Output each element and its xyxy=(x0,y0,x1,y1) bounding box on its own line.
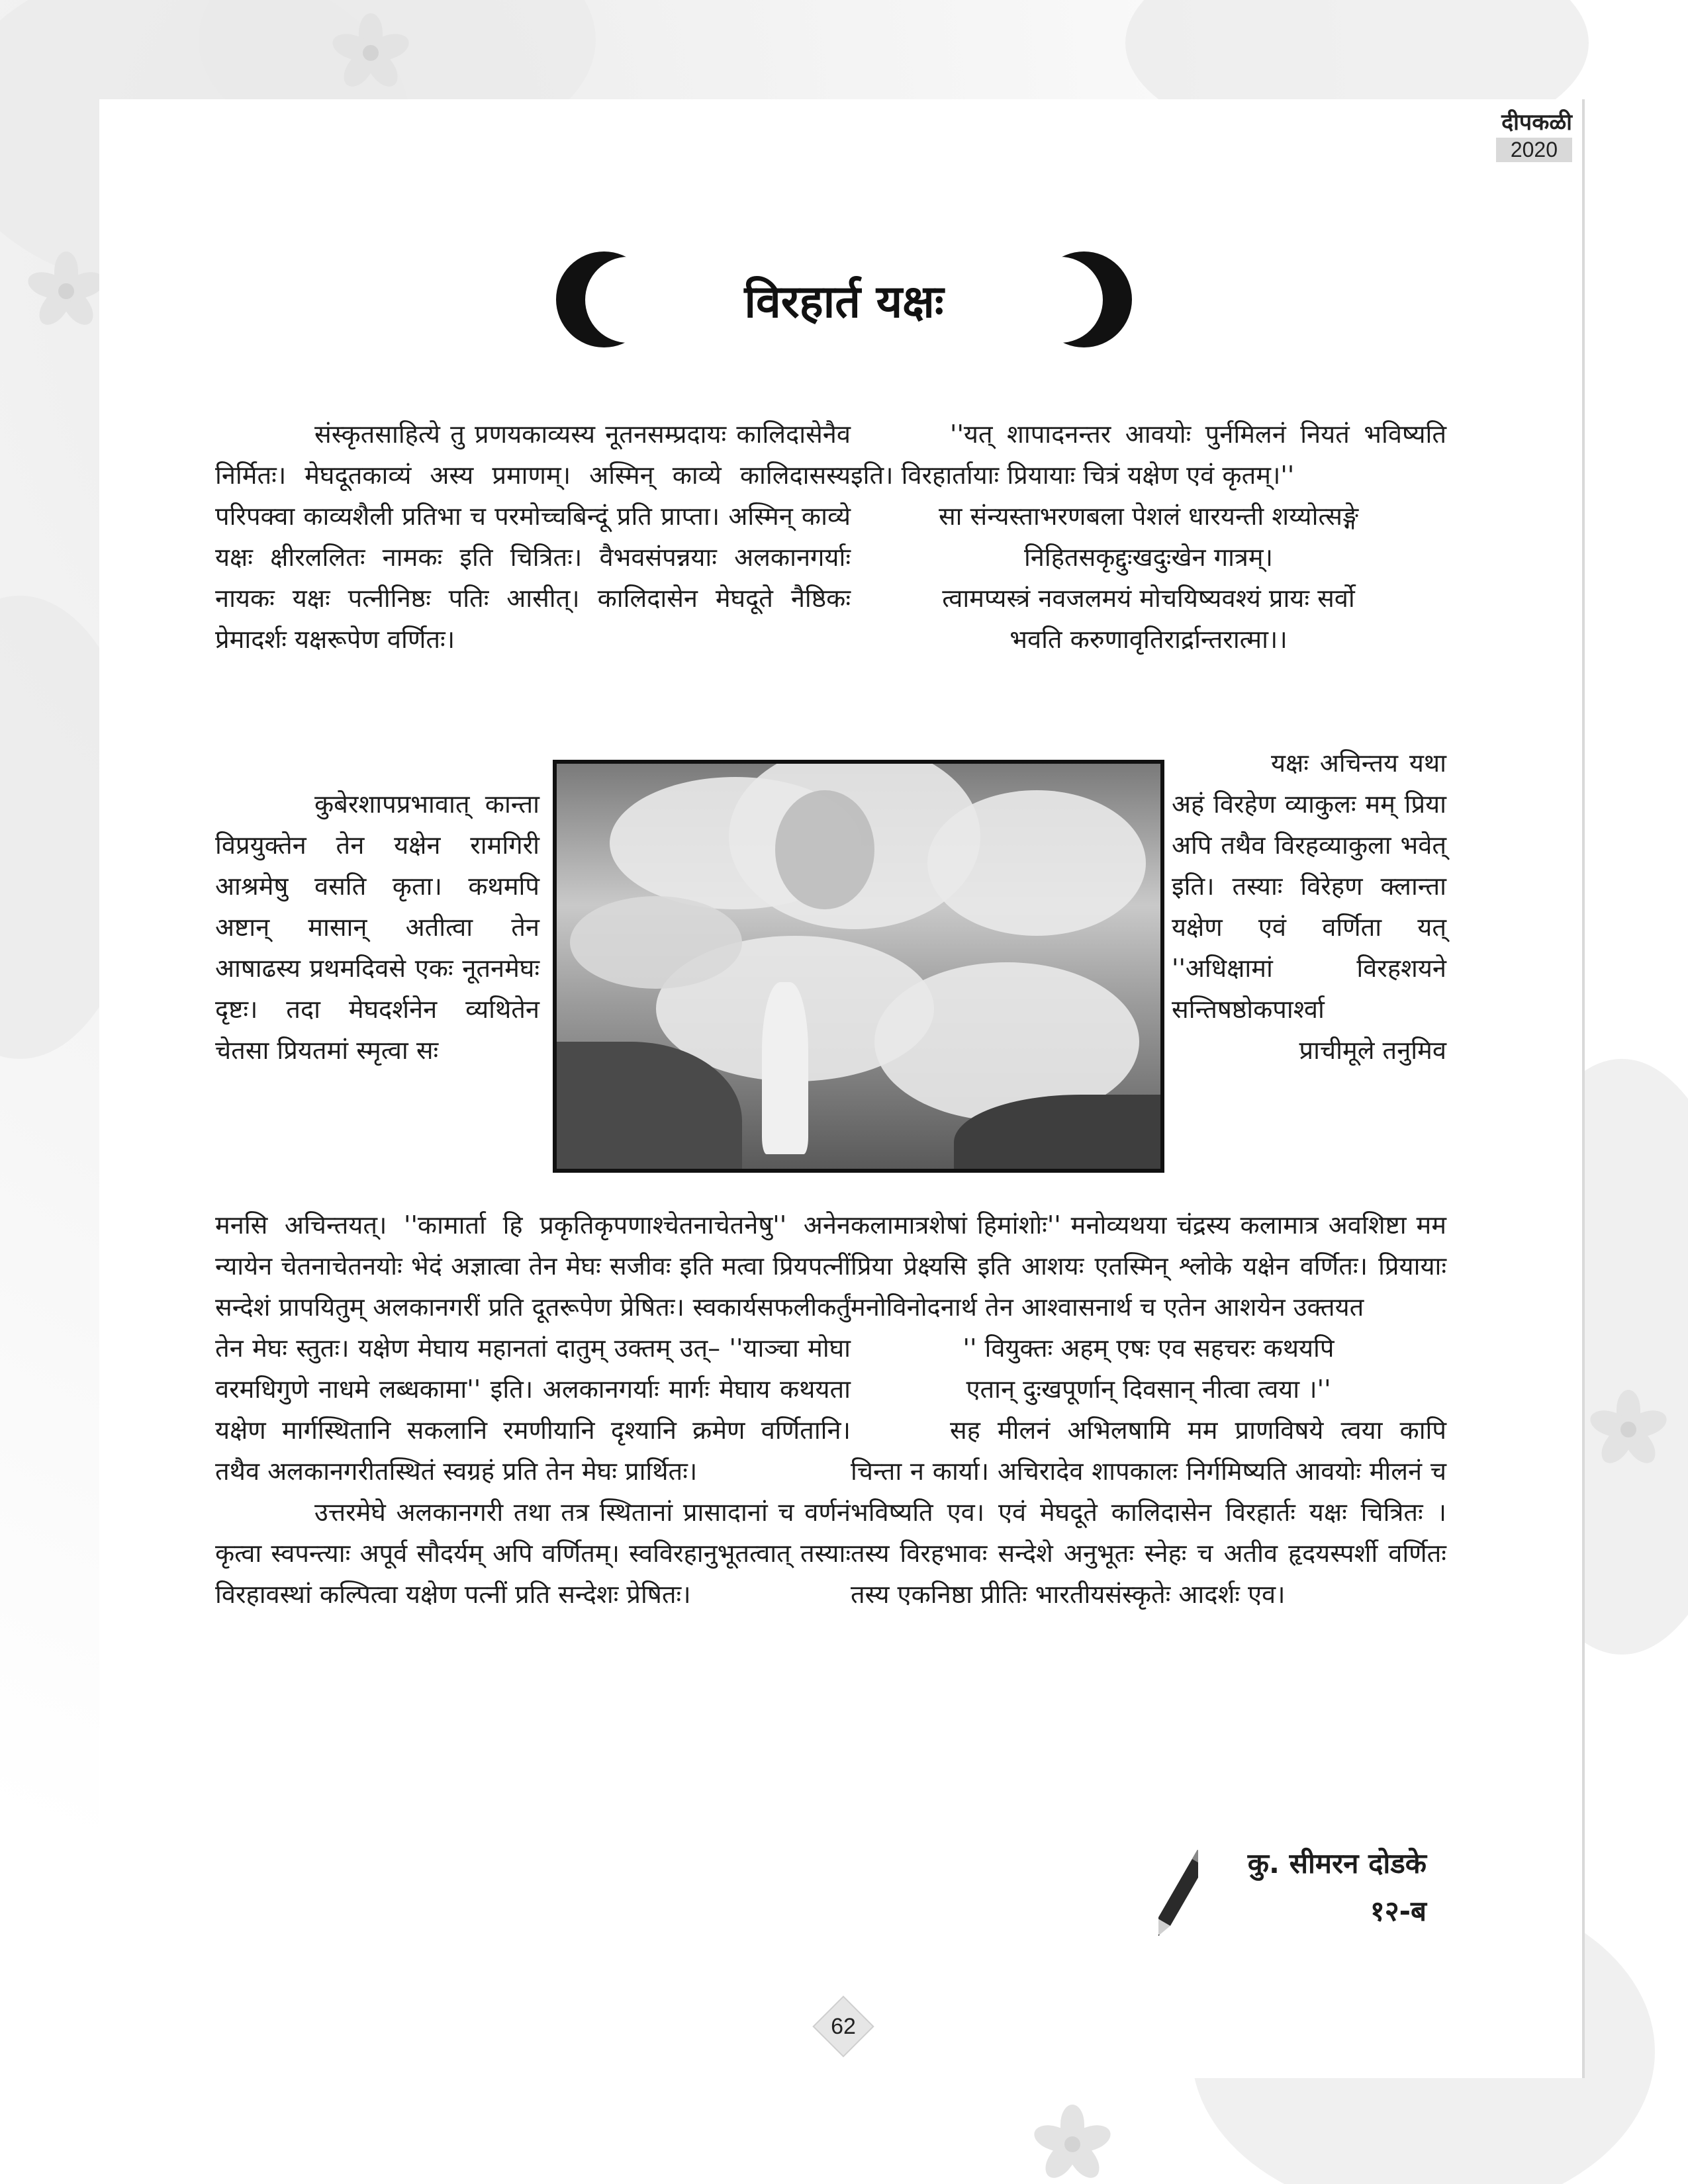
right-narrow-paragraph: यक्षः अचिन्तय यथा अहं विरहेण व्याकुलः मम् प्रिया अपि तथैव विरहव्याकुला भवेत् इति। तस्याः विरेहण क्लान्ता यक्षेण एवं वर्णिता यत् ''अधिक्षामां विरहशयने सन्तिषष्ठोकपार्श्वा xyxy=(1172,749,1446,1024)
left-after-image-paragraph: मनसि अचिन्तयत्। ''कामार्ता हि प्रकृतिकृपणाश्चेतनाचेतनेषु'' अनेन न्यायेन चेतनाचेतनयोः भेदं अज्ञात्वा तेन मेघः सजीवः इति मत्वा प्रियपत्नीं सन्देशं प्रापयितुम् अलकानगरीं प्रति दूतरूपेण प्रेषितः। स्वकार्यसफलीकर्तुं तेन मेघः स्तुतः। यक्षेण मेघाय महानतां दातुम् उक्तम् उत्– ''याञ्चा मोघा वरमधिगुणे नाधमे लब्धकामा'' इति। अलकानगर्याः मार्गः मेघाय कथयता यक्षेण मार्गस्थितानि सकलानि रमणीयानि दृश्यानि क्रमेण वर्णितानि। तथैव अलकानगरीतस्थितं स्वग्रहं प्रति तेन मेघः प्रार्थितः। xyxy=(215,1210,851,1486)
verse-line: त्वामप्यस्त्रं नवजलमयं मोचयिष्यवश्यं प्रायः सर्वो xyxy=(942,584,1355,613)
magazine-year: 2020 xyxy=(1496,138,1572,162)
author-class: १२-ब xyxy=(1370,1895,1427,1927)
yaksha-illustration xyxy=(553,760,1164,1173)
right-last-paragraph: सह मीलनं अभिलषामि मम प्राणविषये त्वया कापि चिन्ता न कार्या। अचिरादेव शापकालः निर्गमिष्यति आवयोः मीलनं च भविष्यति एव। एवं मेघदूते कालिदासेन विरहार्तः यक्षः चित्रितः । तस्य विरहभावः सन्देशे अनुभूतः स्नेहः च अतीव हृदयस्पर्शी वर्णितः तस्य एकनिष्ठा प्रीतिः भारतीयसंस्कृतेः आदर्शः एव। xyxy=(851,1416,1446,1609)
cloud-face xyxy=(775,790,874,909)
magazine-name: दीपकळी xyxy=(1501,109,1572,136)
left-bottom xyxy=(215,1205,851,1615)
left-intro xyxy=(215,414,851,660)
yaksha-figure xyxy=(762,982,808,1154)
left-intro-paragraph: संस्कृतसाहित्ये तु प्रणयकाव्यस्य नूतनसम्प्रदायः कालिदासेनैव निर्मितः। मेघदूतकाव्यं अस्य प्रमाणम्। अस्मिन् काव्ये कालिदासस्य परिपक्वा काव्यशैली प्रतिभा च परमोच्चबिन्दूं प्रति प्राप्ता। अस्मिन् काव्ये यक्षः क्षीरललितः नामकः इति चित्रितः। वैभवसंपन्नयाः अलकानगर्याः नायकः यक्षः पत्नीनिष्ठः पतिः आसीत्। कालिदासेन मेघदूते नैष्ठिकः प्रेमादर्शः यक्षरूपेण वर्णितः। xyxy=(215,420,851,654)
article-title: विरहार्त यक्षः xyxy=(744,276,944,328)
verse-tail: प्राचीमूले तनुमिव xyxy=(1299,1036,1446,1065)
title-banner xyxy=(556,251,1132,347)
verse-line: निहितसकृद्दुःखदुःखेन गात्रम्। xyxy=(1023,543,1274,572)
right-after-image-paragraph: कलामात्रशेषां हिमांशोः'' मनोव्यथया चंद्रस्य कलामात्र अवशिष्टा मम प्रिया प्रेक्ष्यसि इति आशयः एतस्मिन् श्लोके यक्षेन वर्णितः। प्रियायाः मनोविनोदनार्थ तेन आश्वासनार्थ च एतेन आशयेन उक्तयत xyxy=(851,1210,1446,1322)
verse-line: भवति करुणावृतिरार्द्रान्तरात्मा।। xyxy=(1009,625,1288,654)
verse2-line: '' वियुक्तः अहम् एषः एव सहचरः कथयपि xyxy=(962,1334,1335,1363)
right-narrow xyxy=(1172,743,1446,1071)
page-number-text: 62 xyxy=(831,2013,856,2039)
verse-line: सा संन्यस्ताभरणबला पेशलं धारयन्ती शय्योत्सङ्गे xyxy=(938,502,1359,531)
pencil-icon xyxy=(1158,1840,1198,1952)
left-narrow-paragraph: कुबेरशापप्रभावात् कान्ता विप्रयुक्तेन तेन यक्षेन रामगिरी आश्रमेषु वसति कृता। कथमपि अष्टान् मासान् अतीत्वा तेन आषाढस्य प्रथमदिवसे एकः नूतनमेघः दृष्टः। तदा मेघदर्शनेन व्यथितेन चेतसा प्रियतमां स्मृत्वा सः xyxy=(215,790,539,1065)
left-narrow xyxy=(215,784,539,1071)
page-number xyxy=(814,1997,872,2056)
right-bottom xyxy=(851,1205,1446,1615)
signature xyxy=(1248,1840,1427,1935)
left-last-paragraph: उत्तरमेघे अलकानगरी तथा तत्र स्थितानां प्रासादानां च वर्णनं कृत्वा स्वपन्त्याः अपूर्व सौदर्यम् अपि वर्णितम्। स्वविरहानुभूतत्वात् तस्याः विरहावस्थां कल्पित्वा यक्षेण पत्नीं प्रति सन्देशः प्रेषितः। xyxy=(215,1498,851,1609)
right-quote-paragraph: ''यत् शापादनन्तर आवयोः पुर्नमिलनं नियतं भविष्यति इति। विरहार्तायाः प्रियायाः चित्रं यक्षेण एवं कृतम्।'' xyxy=(851,420,1446,490)
verse2-line: एतान् दुःखपूर्णान् दिवसान् नीत्वा त्वया ।'' xyxy=(966,1375,1331,1404)
author-name: कु. सीमरन दोडके xyxy=(1247,1847,1427,1880)
right-top xyxy=(851,414,1446,660)
magazine-brand xyxy=(1496,106,1572,162)
